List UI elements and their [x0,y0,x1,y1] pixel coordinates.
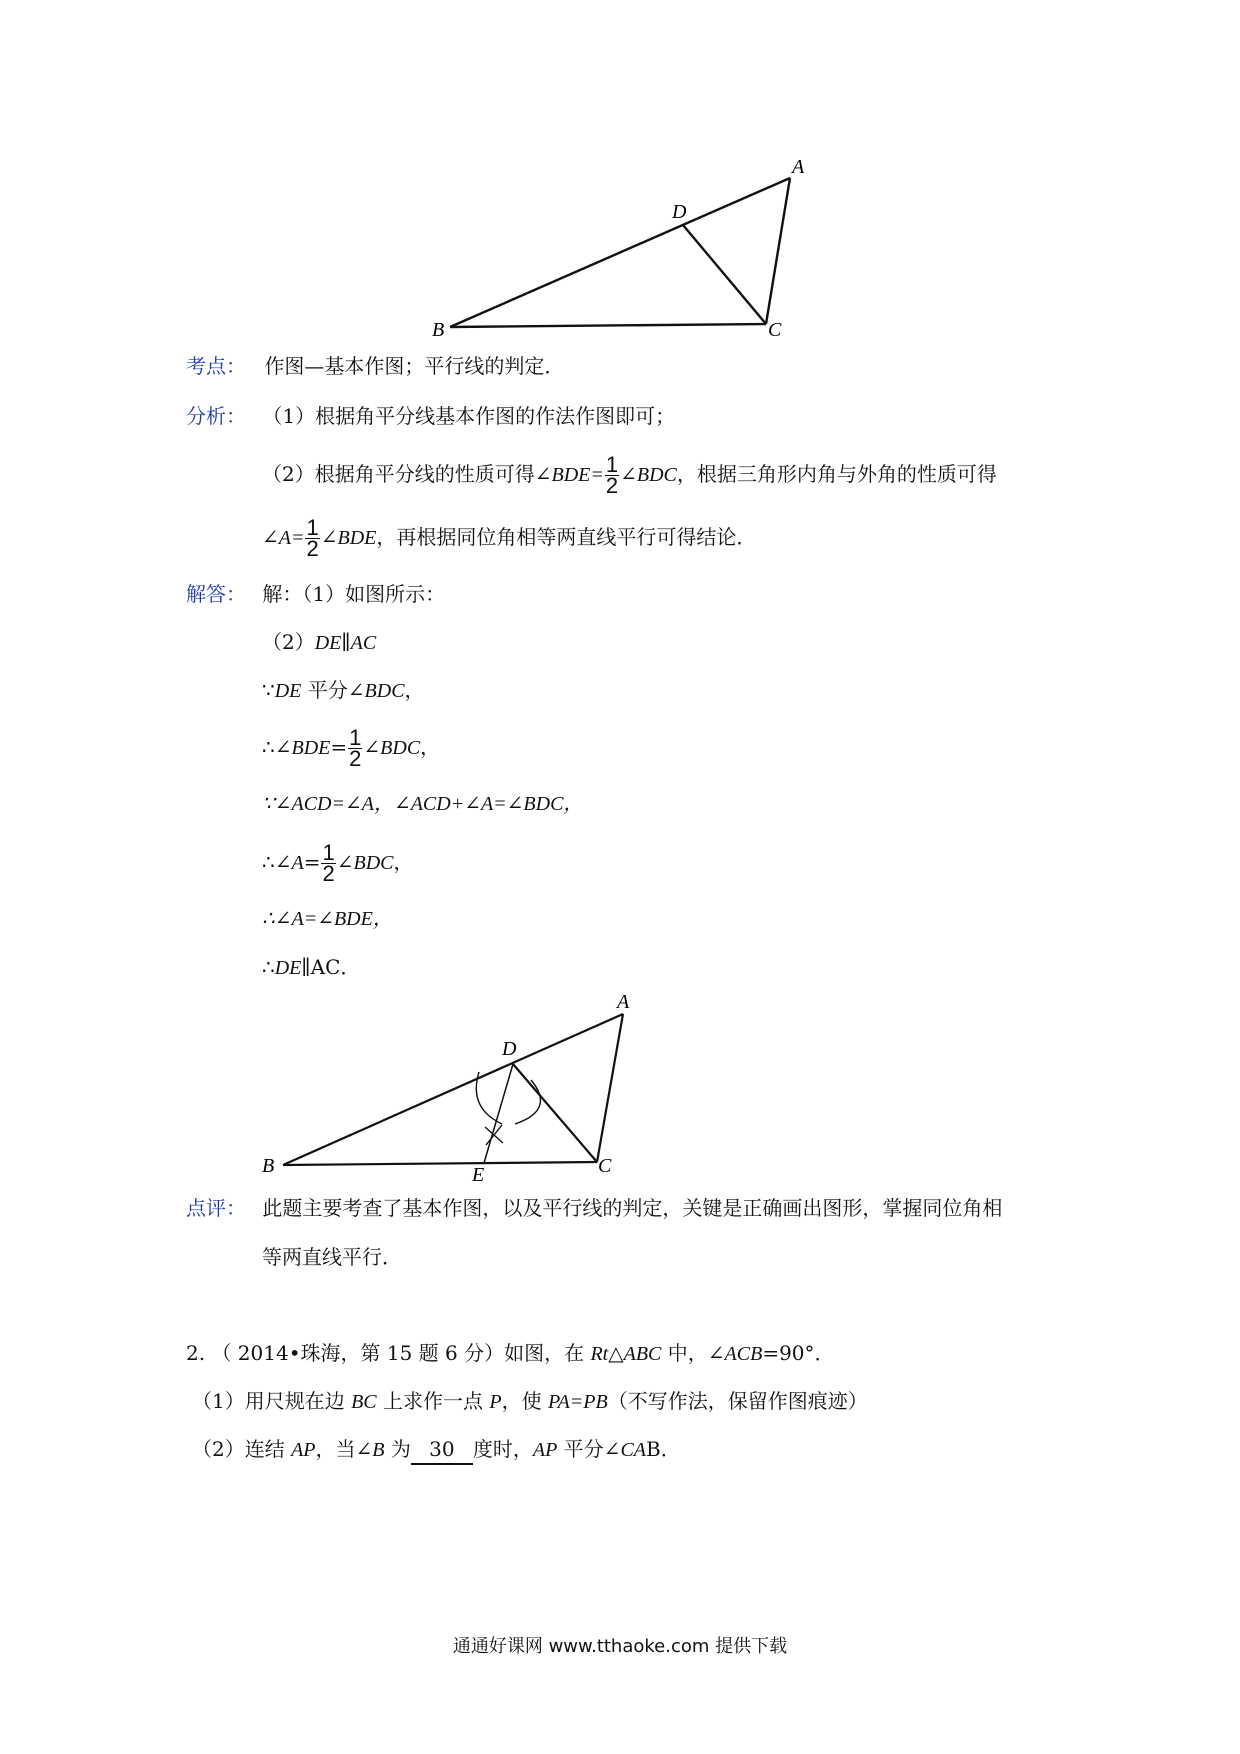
fig2-label-c: C [598,1155,612,1177]
problem2-line-3-j: B． [646,1437,681,1461]
problem2-row-1 [186,1339,835,1368]
jieda-row-7: ∴∠A=∠BDE， [262,908,393,930]
jieda-line-6-e: BDC [353,852,394,874]
problem2-line-3-f: 度时， [472,1437,533,1461]
jieda-line-6-c: = [303,850,321,874]
problem2-line-2-e: ，使 [501,1389,548,1413]
problem2-row-3 [192,1435,681,1465]
fenxi-label: 分析： [186,404,246,428]
therefore-symbol: ∴ [262,955,275,979]
dianping-row-1 [186,1194,1002,1222]
fenxi-line-1: （1）根据角平分线基本作图的作法作图即可； [262,404,676,428]
jieda-line-3-d: BDC [364,680,405,702]
problem2-line-1-b: Rt [590,1343,609,1365]
kaodian-text: 作图—基本作图；平行线的判定． [264,354,565,378]
fraction-half: $\frac{1}{2}$ [605,452,619,498]
fig1-label-a: A [792,156,805,178]
fenxi-line-3-expr: ∠A= [262,527,305,549]
problem2-line-2-d: P [489,1391,502,1413]
jieda-row-3 [262,676,425,705]
dianping-row-2: 等两直线平行． [262,1245,402,1269]
fenxi-row-1 [186,402,675,430]
problem2-line-1-g: =90°． [762,1341,835,1365]
therefore-symbol: ∴∠ [262,850,292,874]
problem2-line-3-b: AP [291,1439,316,1461]
fenxi-line-2-expr-b: ∠BDC [620,464,677,486]
jieda-line-8-b: DE∥ [274,957,311,979]
problem2-line-2-f: PA=PB [547,1391,608,1413]
problem2-line-1-d: ABC [623,1343,662,1365]
problem2-line-1-c: △ [608,1341,624,1365]
fig2-label-d: D [502,1038,517,1060]
jieda-line-8-c: AC． [310,955,361,979]
fenxi-line-2-tail: ，根据三角形内角与外角的性质可得 [676,462,997,486]
fig1-label-b: B [432,319,445,341]
problem2-line-2-g: （不写作法，保留作图痕迹） [607,1389,868,1413]
problem2-line-3-d: B [372,1439,385,1461]
fig2-label-a: A [617,991,630,1013]
fenxi-row-3 [262,515,757,561]
answer-blank: 30 [411,1435,473,1465]
fraction-half: $\frac{1}{2}$ [306,515,319,561]
page-footer: 通通好课网 www.tthaoke.com 提供下载 [452,1636,788,1657]
fig1-label-d: D [672,201,687,223]
dianping-line-1: 此题主要考查了基本作图，以及平行线的判定，关键是正确画出图形，掌握同位角相 [262,1196,1003,1220]
jieda-line-4-c: = [330,735,348,759]
jieda-row-2 [262,628,376,657]
problem2-line-3-c: ，当∠ [315,1437,373,1461]
kaodian-row [186,352,564,380]
therefore-symbol: ∴∠ [262,735,292,759]
jieda-row-4 [262,725,441,771]
problem2-line-1-e: 中，∠ [661,1341,725,1365]
jieda-line-4-d: ∠ [363,735,381,759]
because-symbol: ∵ [262,678,275,702]
fenxi-row-2 [262,452,997,498]
problem2-line-2-a: （1）用尺规在边 [192,1389,352,1413]
problem2-line-2-c: 上求作一点 [376,1389,490,1413]
jieda-line-4-e: BDC [380,737,421,759]
jieda-row-5: ∵∠ACD=∠A，∠ACD+∠A=∠BDC， [262,793,584,815]
fig1-label-c: C [768,319,782,341]
fenxi-line-3-tail: ，再根据同位角相等两直线平行可得结论． [376,525,757,549]
figure-triangle-2 [0,990,1240,1190]
jieda-line-2-a: （2） [262,630,315,654]
problem2-line-1-a: 2. （ 2014•珠海，第 15 题 6 分）如图，在 [186,1341,591,1365]
fig2-label-b: B [262,1155,275,1177]
fenxi-line-3-expr-b: ∠BDE [320,527,377,549]
problem2-line-2-b: BC [351,1391,377,1413]
jieda-label: 解答： [186,582,246,606]
jieda-line-6-f: ， [393,850,414,874]
jieda-row-1 [186,580,445,608]
jieda-line-2-b: DE∥AC [314,632,377,654]
problem2-row-2 [192,1387,868,1416]
fenxi-line-2-expr: ∠BDE= [534,464,604,486]
jieda-line-6-d: ∠ [336,850,354,874]
jieda-line-1: 解：（1）如图所示： [262,582,446,606]
problem2-line-1-f: ACB [724,1343,763,1365]
jieda-line-4-b: BDE [291,737,331,759]
fraction-half: $\frac{1}{2}$ [322,840,335,886]
kaodian-label: 考点： [186,354,246,378]
problem2-line-3-a: （2）连结 [192,1437,292,1461]
problem2-line-3-e: 为 [384,1437,411,1461]
jieda-line-4-f: ， [420,735,441,759]
figure-triangle-1 [0,0,1240,360]
fraction-half: $\frac{1}{2}$ [349,725,362,771]
jieda-row-8 [262,953,360,982]
jieda-line-3-e: ， [404,678,425,702]
jieda-line-6-b: A [291,852,304,874]
jieda-line-3-c: 平分∠ [301,678,365,702]
fenxi-line-2-text: （2）根据角平分线的性质可得 [262,462,535,486]
problem2-line-3-h: 平分∠ [557,1437,621,1461]
jieda-line-3-b: DE [274,680,302,702]
jieda-row-6 [262,840,414,886]
fig2-label-e: E [472,1164,485,1186]
problem2-line-3-i: CA [620,1439,646,1461]
problem2-line-3-g: AP [532,1439,558,1461]
dianping-label: 点评： [186,1196,246,1220]
